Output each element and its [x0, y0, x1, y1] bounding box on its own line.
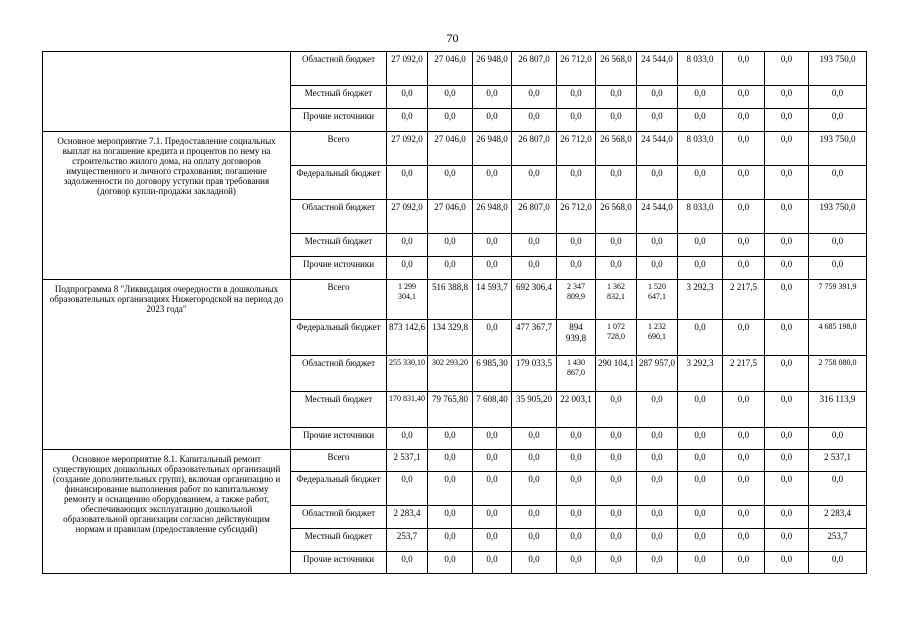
- value-cell: 0,0: [428, 472, 473, 506]
- value-cell: 302 293,20: [428, 356, 473, 392]
- value-cell: 0,0: [723, 450, 765, 472]
- value-cell: 79 765,80: [428, 392, 473, 428]
- value-cell: 516 388,8: [428, 280, 473, 320]
- value-cell: 24 544,0: [637, 52, 678, 86]
- value-cell: 0,0: [596, 450, 637, 472]
- value-cell: 0,0: [596, 86, 637, 109]
- total-cell: 0,0: [809, 428, 867, 450]
- value-cell: 287 957,0: [637, 356, 678, 392]
- value-cell: 0,0: [723, 132, 765, 166]
- value-cell: 6 985,30: [473, 356, 512, 392]
- value-cell: 2 283,4: [387, 506, 428, 529]
- value-cell: 0,0: [387, 109, 428, 132]
- table-row: [43, 450, 867, 472]
- table-row: [43, 52, 867, 86]
- value-cell: 0,0: [765, 472, 809, 506]
- value-cell: 0,0: [428, 506, 473, 529]
- funding-source: Федеральный бюджет: [291, 320, 387, 356]
- value-cell: 0,0: [637, 166, 678, 200]
- value-cell: 26 807,0: [512, 52, 557, 86]
- value-cell: 1 430 867,0: [557, 356, 596, 392]
- value-cell: 27 046,0: [428, 132, 473, 166]
- funding-source: Местный бюджет: [291, 86, 387, 109]
- funding-source: Местный бюджет: [291, 529, 387, 552]
- value-cell: 0,0: [637, 392, 678, 428]
- value-cell: 26 712,0: [557, 132, 596, 166]
- value-cell: 0,0: [512, 234, 557, 257]
- value-cell: 0,0: [512, 428, 557, 450]
- value-cell: 0,0: [473, 529, 512, 552]
- value-cell: 0,0: [678, 234, 723, 257]
- value-cell: 0,0: [765, 506, 809, 529]
- value-cell: 0,0: [512, 506, 557, 529]
- value-cell: 0,0: [557, 257, 596, 280]
- value-cell: 0,0: [428, 529, 473, 552]
- total-cell: 253,7: [809, 529, 867, 552]
- funding-source: Прочие источники: [291, 428, 387, 450]
- total-cell: 2 758 080,0: [809, 356, 867, 392]
- total-cell: 193 750,0: [809, 52, 867, 86]
- value-cell: 0,0: [473, 234, 512, 257]
- funding-source: Областной бюджет: [291, 200, 387, 234]
- total-cell: 0,0: [809, 552, 867, 574]
- value-cell: 26 568,0: [596, 200, 637, 234]
- value-cell: 0,0: [765, 552, 809, 574]
- table-row: [43, 280, 867, 320]
- value-cell: 0,0: [473, 86, 512, 109]
- value-cell: 0,0: [637, 450, 678, 472]
- value-cell: 0,0: [765, 320, 809, 356]
- value-cell: 26 948,0: [473, 52, 512, 86]
- value-cell: 0,0: [387, 86, 428, 109]
- total-cell: 2 283,4: [809, 506, 867, 529]
- value-cell: 0,0: [387, 472, 428, 506]
- value-cell: 0,0: [678, 506, 723, 529]
- value-cell: 1 072 728,0: [596, 320, 637, 356]
- total-cell: 0,0: [809, 257, 867, 280]
- value-cell: 0,0: [637, 529, 678, 552]
- value-cell: 0,0: [678, 392, 723, 428]
- value-cell: 24 544,0: [637, 200, 678, 234]
- total-cell: 0,0: [809, 166, 867, 200]
- value-cell: 0,0: [723, 52, 765, 86]
- measure-description: Основное мероприятие 7.1. Предоставление социальных выплат на погашение кредита и процентов по нему на строительство жилого дома, на оплату договоров имущественного и личного страхования; погашение задолженности по договору уступки прав требования (договор купли-продажи закладной): [43, 132, 291, 280]
- value-cell: 0,0: [637, 109, 678, 132]
- value-cell: 0,0: [428, 86, 473, 109]
- value-cell: 7 608,40: [473, 392, 512, 428]
- value-cell: 170 831,40: [387, 392, 428, 428]
- value-cell: 0,0: [723, 472, 765, 506]
- value-cell: 0,0: [678, 529, 723, 552]
- value-cell: 26 712,0: [557, 52, 596, 86]
- value-cell: 0,0: [473, 320, 512, 356]
- measure-description: Основное мероприятие 8.1. Капитальный ремонт существующих дошкольных образовательных организаций (создание дополнительных групп), включая организацию и финансирование выполнения работ по капитальному ремонту и оснащению оборудованием, а также работ, обеспечивающих эксплуатацию дошкольной образовательной организации согласно действующим нормам и правилам (предоставление субсидий): [43, 450, 291, 574]
- value-cell: 0,0: [678, 472, 723, 506]
- value-cell: 0,0: [428, 109, 473, 132]
- value-cell: 0,0: [512, 109, 557, 132]
- value-cell: 0,0: [557, 450, 596, 472]
- value-cell: 134 329,8: [428, 320, 473, 356]
- value-cell: 8 033,0: [678, 132, 723, 166]
- total-cell: 316 113,9: [809, 392, 867, 428]
- funding-source: Областной бюджет: [291, 52, 387, 86]
- funding-source: Федеральный бюджет: [291, 166, 387, 200]
- value-cell: 0,0: [723, 529, 765, 552]
- value-cell: 0,0: [557, 86, 596, 109]
- value-cell: 0,0: [637, 234, 678, 257]
- value-cell: 0,0: [765, 200, 809, 234]
- value-cell: 2 537,1: [387, 450, 428, 472]
- value-cell: 0,0: [387, 552, 428, 574]
- value-cell: 0,0: [428, 166, 473, 200]
- funding-source: Всего: [291, 450, 387, 472]
- total-cell: 2 537,1: [809, 450, 867, 472]
- value-cell: 0,0: [637, 506, 678, 529]
- funding-source: Всего: [291, 132, 387, 166]
- total-cell: 0,0: [809, 109, 867, 132]
- value-cell: 1 299 304,1: [387, 280, 428, 320]
- value-cell: 0,0: [678, 450, 723, 472]
- value-cell: 26 807,0: [512, 132, 557, 166]
- value-cell: 0,0: [473, 552, 512, 574]
- value-cell: 255 330,10: [387, 356, 428, 392]
- value-cell: 27 092,0: [387, 52, 428, 86]
- value-cell: 26 568,0: [596, 132, 637, 166]
- value-cell: 8 033,0: [678, 200, 723, 234]
- value-cell: 0,0: [557, 506, 596, 529]
- value-cell: 290 104,1: [596, 356, 637, 392]
- value-cell: 22 003,1: [557, 392, 596, 428]
- value-cell: 26 712,0: [557, 200, 596, 234]
- value-cell: 0,0: [428, 552, 473, 574]
- value-cell: 0,0: [637, 428, 678, 450]
- page-number: 70: [446, 31, 459, 45]
- value-cell: 27 046,0: [428, 200, 473, 234]
- value-cell: 0,0: [596, 234, 637, 257]
- value-cell: 0,0: [473, 428, 512, 450]
- value-cell: 27 092,0: [387, 132, 428, 166]
- value-cell: 0,0: [473, 472, 512, 506]
- value-cell: 26 807,0: [512, 200, 557, 234]
- value-cell: 0,0: [678, 428, 723, 450]
- total-cell: 193 750,0: [809, 200, 867, 234]
- value-cell: 0,0: [473, 506, 512, 529]
- value-cell: 0,0: [596, 392, 637, 428]
- value-cell: 0,0: [723, 392, 765, 428]
- value-cell: 0,0: [557, 166, 596, 200]
- measure-description: Подпрограмма 8 "Ликвидация очередности в дошкольных образовательных организациях Нижегородской на период до 2023 года": [43, 280, 291, 450]
- value-cell: 2 347 809,9: [557, 280, 596, 320]
- funding-source: Областной бюджет: [291, 506, 387, 529]
- value-cell: 0,0: [637, 472, 678, 506]
- value-cell: 0,0: [678, 552, 723, 574]
- value-cell: 0,0: [387, 166, 428, 200]
- value-cell: 0,0: [678, 257, 723, 280]
- value-cell: 0,0: [723, 428, 765, 450]
- budget-table: [42, 51, 867, 574]
- value-cell: 0,0: [596, 472, 637, 506]
- value-cell: 0,0: [596, 428, 637, 450]
- value-cell: 179 033,5: [512, 356, 557, 392]
- value-cell: 0,0: [765, 86, 809, 109]
- total-cell: 7 759 391,9: [809, 280, 867, 320]
- value-cell: 0,0: [723, 109, 765, 132]
- value-cell: 0,0: [765, 428, 809, 450]
- value-cell: 0,0: [473, 450, 512, 472]
- funding-source: Федеральный бюджет: [291, 472, 387, 506]
- value-cell: 0,0: [512, 529, 557, 552]
- funding-source: Областной бюджет: [291, 356, 387, 392]
- value-cell: 0,0: [473, 166, 512, 200]
- value-cell: 1 362 832,1: [596, 280, 637, 320]
- value-cell: 0,0: [557, 552, 596, 574]
- value-cell: 1 520 647,1: [637, 280, 678, 320]
- value-cell: 1 232 690,1: [637, 320, 678, 356]
- value-cell: 0,0: [512, 472, 557, 506]
- value-cell: 0,0: [765, 450, 809, 472]
- value-cell: 477 367,7: [512, 320, 557, 356]
- value-cell: 0,0: [723, 257, 765, 280]
- value-cell: 0,0: [557, 529, 596, 552]
- value-cell: 0,0: [765, 52, 809, 86]
- value-cell: 0,0: [557, 472, 596, 506]
- value-cell: 0,0: [428, 450, 473, 472]
- value-cell: 873 142,6: [387, 320, 428, 356]
- value-cell: 0,0: [428, 257, 473, 280]
- value-cell: 0,0: [678, 320, 723, 356]
- value-cell: 0,0: [387, 257, 428, 280]
- funding-source: Местный бюджет: [291, 392, 387, 428]
- value-cell: 0,0: [596, 166, 637, 200]
- value-cell: 0,0: [596, 506, 637, 529]
- value-cell: 0,0: [723, 320, 765, 356]
- value-cell: 0,0: [512, 450, 557, 472]
- value-cell: 0,0: [473, 257, 512, 280]
- value-cell: 27 092,0: [387, 200, 428, 234]
- value-cell: 0,0: [765, 280, 809, 320]
- value-cell: 2 217,5: [723, 356, 765, 392]
- value-cell: 0,0: [765, 234, 809, 257]
- value-cell: 26 948,0: [473, 132, 512, 166]
- value-cell: 0,0: [637, 257, 678, 280]
- value-cell: 692 306,4: [512, 280, 557, 320]
- value-cell: 0,0: [387, 428, 428, 450]
- value-cell: 0,0: [387, 234, 428, 257]
- total-cell: 0,0: [809, 234, 867, 257]
- value-cell: 0,0: [557, 234, 596, 257]
- value-cell: 0,0: [473, 109, 512, 132]
- value-cell: 0,0: [637, 86, 678, 109]
- value-cell: 8 033,0: [678, 52, 723, 86]
- value-cell: 0,0: [596, 552, 637, 574]
- value-cell: 0,0: [765, 166, 809, 200]
- value-cell: 35 905,20: [512, 392, 557, 428]
- funding-source: Прочие источники: [291, 109, 387, 132]
- value-cell: 24 544,0: [637, 132, 678, 166]
- value-cell: 0,0: [723, 86, 765, 109]
- value-cell: 0,0: [596, 257, 637, 280]
- total-cell: 4 685 198,0: [809, 320, 867, 356]
- value-cell: 0,0: [678, 109, 723, 132]
- funding-source: Всего: [291, 280, 387, 320]
- value-cell: 26 568,0: [596, 52, 637, 86]
- value-cell: 0,0: [637, 552, 678, 574]
- value-cell: 894 939,8: [557, 320, 596, 356]
- value-cell: 0,0: [557, 109, 596, 132]
- value-cell: 0,0: [512, 257, 557, 280]
- value-cell: 27 046,0: [428, 52, 473, 86]
- value-cell: 0,0: [678, 86, 723, 109]
- funding-source: Местный бюджет: [291, 234, 387, 257]
- measure-description: [43, 52, 291, 132]
- value-cell: 0,0: [765, 529, 809, 552]
- value-cell: 0,0: [512, 86, 557, 109]
- total-cell: 0,0: [809, 472, 867, 506]
- value-cell: 0,0: [723, 506, 765, 529]
- value-cell: 2 217,5: [723, 280, 765, 320]
- value-cell: 14 593,7: [473, 280, 512, 320]
- value-cell: 26 948,0: [473, 200, 512, 234]
- value-cell: 0,0: [428, 234, 473, 257]
- value-cell: 0,0: [512, 166, 557, 200]
- value-cell: 0,0: [723, 200, 765, 234]
- value-cell: 0,0: [723, 552, 765, 574]
- funding-source: Прочие источники: [291, 257, 387, 280]
- value-cell: 0,0: [723, 166, 765, 200]
- value-cell: 0,0: [678, 166, 723, 200]
- value-cell: 3 292,3: [678, 280, 723, 320]
- funding-source: Прочие источники: [291, 552, 387, 574]
- value-cell: 0,0: [765, 257, 809, 280]
- value-cell: 0,0: [723, 234, 765, 257]
- total-cell: 0,0: [809, 86, 867, 109]
- value-cell: 0,0: [765, 132, 809, 166]
- value-cell: 0,0: [596, 109, 637, 132]
- value-cell: 0,0: [557, 428, 596, 450]
- value-cell: 3 292,3: [678, 356, 723, 392]
- value-cell: 0,0: [596, 529, 637, 552]
- value-cell: 0,0: [765, 109, 809, 132]
- value-cell: 253,7: [387, 529, 428, 552]
- table-row: [43, 132, 867, 166]
- total-cell: 193 750,0: [809, 132, 867, 166]
- value-cell: 0,0: [512, 552, 557, 574]
- value-cell: 0,0: [765, 392, 809, 428]
- value-cell: 0,0: [428, 428, 473, 450]
- value-cell: 0,0: [765, 356, 809, 392]
